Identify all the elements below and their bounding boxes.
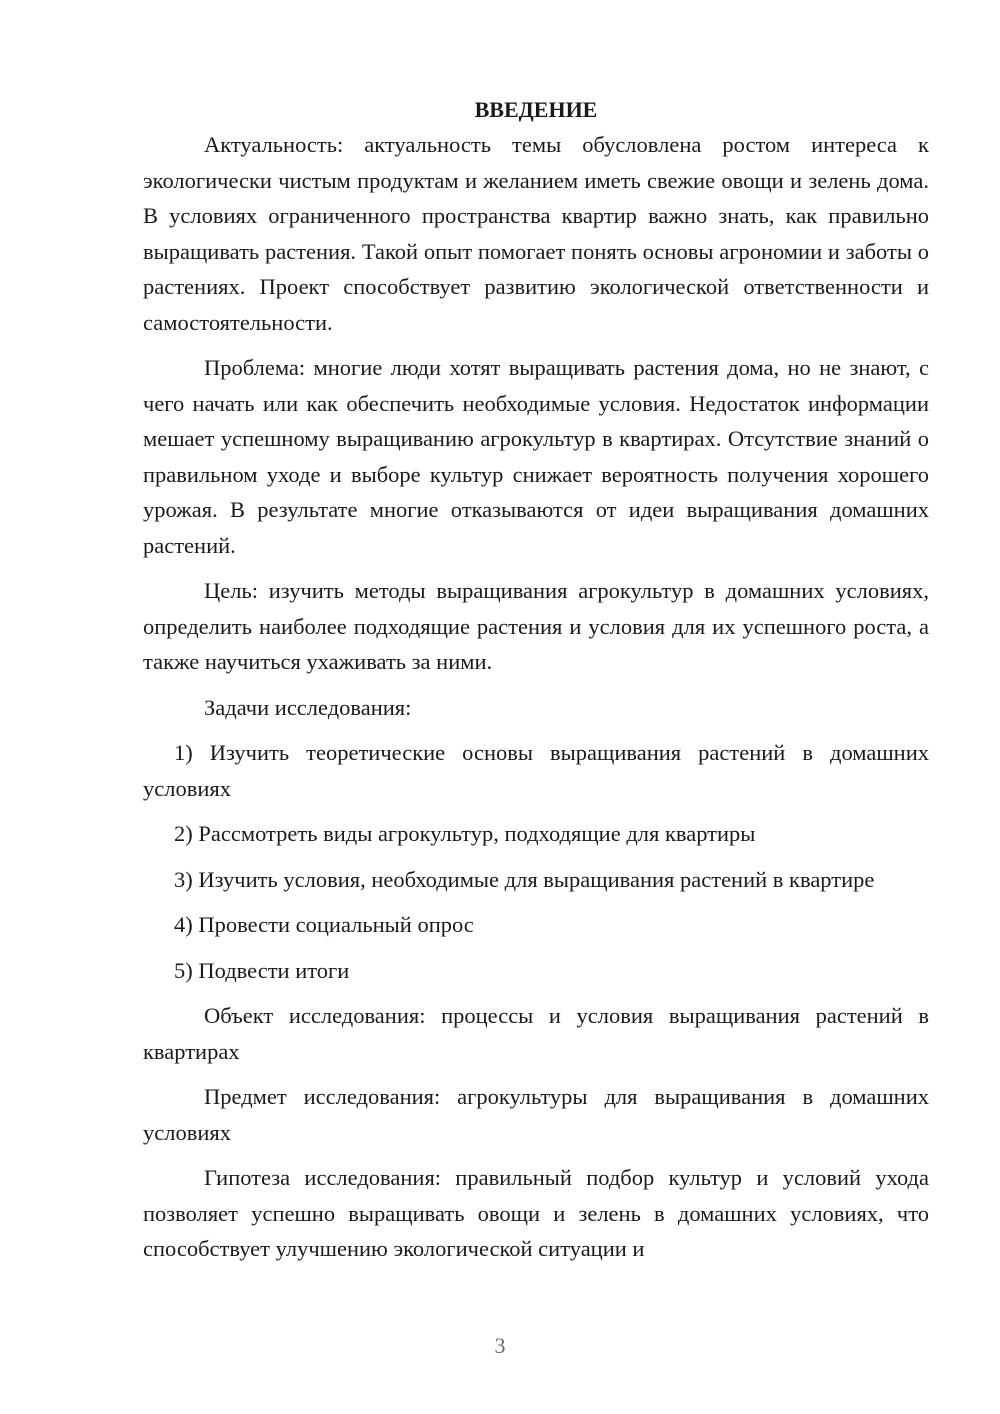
text-body — [143, 92, 929, 1277]
goal-paragraph: Цель: изучить методы выращивания агрокультур в домашних условиях, определить наиболее подходящие растения и условия для их успешного роста, а также научиться ухаживать за ними. — [143, 578, 929, 674]
subject-paragraph: Предмет исследования: агрокультуры для выращивания в домашних условиях — [143, 1084, 929, 1145]
hypothesis-paragraph: Гипотеза исследования: правильный подбор культур и условий ухода позволяет успешно выращивать овощи и зелень в домашних условиях, что способствует улучшению экологической ситуации и — [143, 1165, 929, 1261]
task-item-5: 5) Подвести итоги — [174, 957, 350, 983]
page-title: ВВЕДЕНИЕ — [474, 97, 598, 122]
relevance-paragraph: Актуальность: актуальность темы обусловлена ростом интереса к экологически чистым продуктам и желанием иметь свежие овощи и зелень дома. В условиях ограниченного пространства квартир важно знать, как правильно выращивать растения. Такой опыт помогает понять основы агрономии и заботы о растениях. Проект способствует развитию экологической ответственности и самостоятельности. — [143, 132, 929, 335]
page-number: 3 — [494, 1333, 506, 1358]
task-item-2: 2) Рассмотреть виды агрокультур, подходящие для квартиры — [174, 821, 756, 846]
object-paragraph: Объект исследования: процессы и условия выращивания растений в квартирах — [143, 1003, 929, 1064]
task-item-4: 4) Провести социальный опрос — [174, 912, 474, 937]
problem-paragraph: Проблема: многие люди хотят выращивать растения дома, но не знают, с чего начать или как обеспечить необходимые условия. Недостаток информации мешает успешному выращиванию агрокультур в квартирах. Отсутствие знаний о правильном уходе и выборе культур снижает вероятность получения хорошего урожая. В результате многие отказываются от идеи выращивания домашних растений. — [143, 355, 929, 558]
task-item-1: 1) Изучить теоретические основы выращивания растений в домашних условиях — [143, 740, 929, 801]
tasks-heading: Задачи исследования: — [204, 694, 412, 720]
task-item-3: 3) Изучить условия, необходимые для выращивания растений в квартире — [174, 866, 875, 892]
